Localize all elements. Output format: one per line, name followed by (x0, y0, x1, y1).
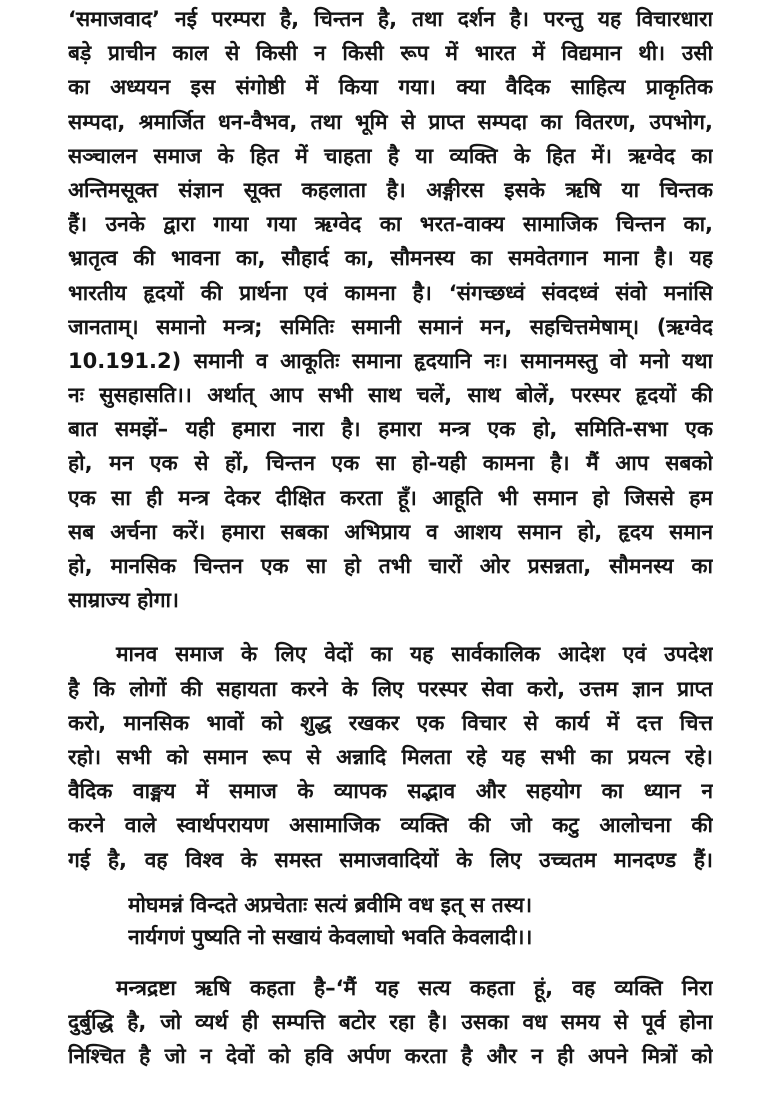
text-line: मानव समाज के लिए वेदों का यह सार्वकालिक आदेश एवं उपदेश (116, 642, 713, 667)
text-line: ‘समाजवाद’ नई परम्परा है, चिन्तन है, तथा दर्शन है। परन्तु यह विचारधारा (68, 7, 713, 31)
text-line: गई है, वह विश्व के समस्त समाजवादियों के लिए उच्चतम मानदण्ड हैं। (68, 847, 713, 872)
verse-line: नार्यगणं पुष्यति नो सखायं केवलाघो भवति केवलादी।। (128, 924, 533, 949)
text-line: रहो। सभी को समान रूप से अन्नादि मिलता रहे यह सभी का प्रयत्न रहे। (68, 744, 713, 769)
text-line: भ्रातृत्व की भावना का, सौहार्द का, सौमनस्य का समवेतगान माना है। यह (68, 246, 713, 271)
text-line: एक सा ही मन्त्र देकर दीक्षित करता हूँ। आहूति भी समान हो जिससे हम (68, 485, 713, 510)
text-line: जानताम्। समानो मन्त्र; समितिः समानी समानं मन, सहचित्तमेषाम्। (ऋग्वेद (68, 314, 713, 339)
text-line: सब अर्चना करें। हमारा सबका अभिप्राय व आशय समान हो, हृदय समान (68, 519, 713, 544)
paragraph-3 (68, 971, 713, 1074)
text-line: करने वाले स्वार्थपरायण असामाजिक व्यक्ति की जो कटु आलोचना की (68, 813, 713, 838)
verse-line: मोघमन्नं विन्दते अप्रचेताः सत्यं ब्रवीमि वध इत् स तस्य। (128, 892, 533, 917)
text-line: हो, मन एक से हों, चिन्तन एक सा हो-यही कामना है। मैं आप सबको (68, 451, 713, 476)
paragraph-2 (68, 637, 713, 876)
text-line: मन्त्रद्रष्टा ऋषि कहता है–‘मैं यह सत्य कहता हूं, वह व्यक्ति निरा (116, 975, 713, 1000)
document-page (68, 2, 713, 1073)
text-line: अन्तिमसूक्त संज्ञान सूक्त कहलाता है। अङ्गीरस इसके ऋषि या चिन्तक (68, 177, 713, 202)
text-line: है कि लोगों की सहायता करने के लिए परस्पर सेवा करो, उत्तम ज्ञान प्राप्त (68, 676, 713, 701)
text-line: का अध्ययन इस संगोष्ठी में किया गया। क्या वैदिक साहित्य प्राकृतिक (68, 75, 713, 100)
text-line: वैदिक वाङ्मय में समाज के व्यापक सद्भाव और सहयोग का ध्यान न (68, 779, 713, 804)
text-line: बड़े प्राचीन काल से किसी न किसी रूप में भारत में विद्यमान थी। उसी (68, 41, 713, 66)
text-line: करो, मानसिक भावों को शुद्ध रखकर एक विचार से कार्य में दत्त चित्त (68, 710, 713, 735)
text-line: सञ्चालन समाज के हित में चाहता है या व्यक्ति के हित में। ऋग्वेद का (68, 143, 713, 168)
text-line: निश्चित है जो न देवों को हवि अर्पण करता है और न ही अपने मित्रों को (68, 1044, 713, 1069)
text-line: हैं। उनके द्वारा गाया गया ऋग्वेद का भरत-वाक्य सामाजिक चिन्तन का, (68, 212, 713, 237)
text-line: साम्राज्य होगा। (68, 588, 179, 613)
text-line: दुर्बुद्धि है, जो व्यर्थ ही सम्पत्ति बटोर रहा है। उसका वध समय से पूर्व होना (68, 1009, 713, 1034)
text-line: 10.191.2) समानी व आकूतिः समाना हृदयानि नः। समानमस्तु वो मनो यथा (68, 348, 713, 373)
paragraph-1 (68, 2, 713, 617)
text-line: भारतीय हृदयों की प्रार्थना एवं कामना है। ‘संगच्छध्वं संवदध्वं संवो मनांसि (68, 280, 713, 305)
sanskrit-verse (68, 889, 713, 953)
text-line: बात समझें– यही हमारा नारा है। हमारा मन्त्र एक हो, समिति-सभा एक (68, 417, 713, 442)
text-line: नः सुसहासति।। अर्थात् आप सभी साथ चलें, साथ बोलें, परस्पर हृदयों की (68, 383, 713, 408)
text-line: हो, मानसिक चिन्तन एक सा हो तभी चारों ओर प्रसन्नता, सौमनस्य का (68, 554, 713, 578)
text-line: सम्पदा, श्रमार्जित धन-वैभव, तथा भूमि से प्राप्त सम्पदा का वितरण, उपभोग, (68, 109, 713, 134)
